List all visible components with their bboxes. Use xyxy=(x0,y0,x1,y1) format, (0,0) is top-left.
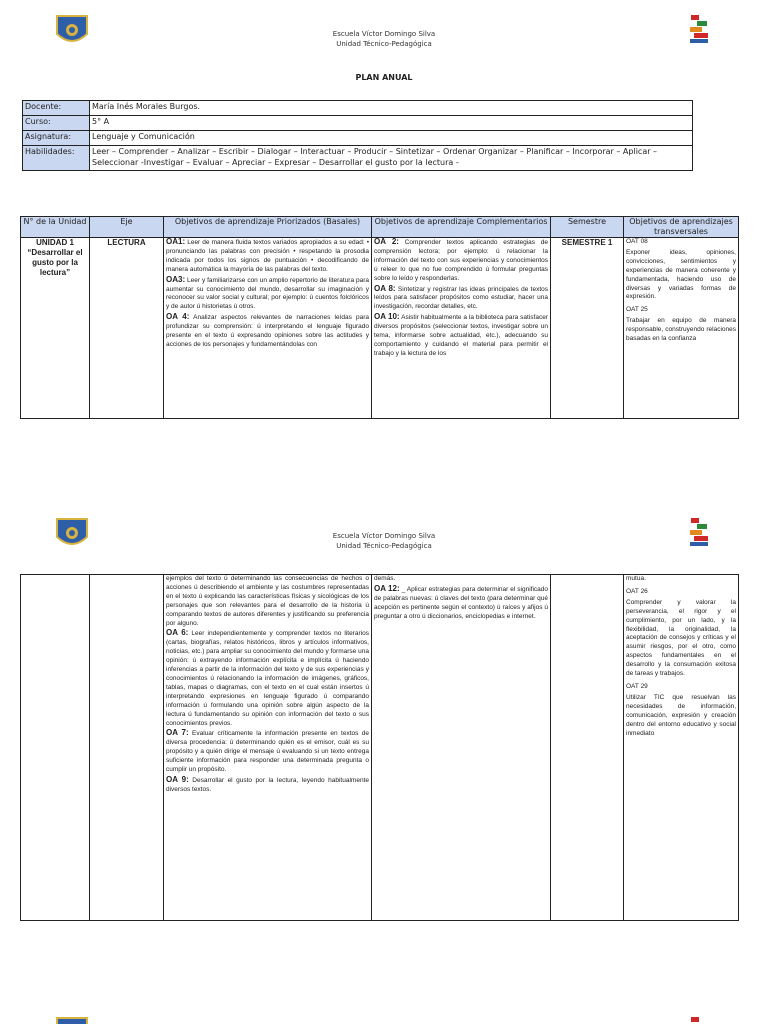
oa-item xyxy=(166,629,369,728)
header-eje: Eje xyxy=(90,217,164,238)
asignatura-label: Asignatura: xyxy=(23,131,90,146)
transversales-cell xyxy=(624,575,739,921)
table-row xyxy=(21,575,739,921)
oa-text: Evaluar críticamente la información presente en textos de diversa procedencia: ú determinando quién es el emisor, cuál es su propósito y a quién dirige el mensaje ú evaluando si un texto entrega suficiente información para responder una determinada pregunta o cumplir un propósito. xyxy=(166,730,369,774)
plan-title: PLAN ANUAL xyxy=(355,73,413,82)
oa-text: Leer de manera fluida textos variados apropiados a su edad: • pronunciando las palabras con precisión • respetando la prosodia indicada por todos los signos de puntuación • decodificando de manera automática la mayoría de las palabras del texto. xyxy=(166,239,369,273)
header-basales: Objetivos de aprendizaje Priorizados (Basales) xyxy=(164,217,372,238)
habilidades-label: Habilidades: xyxy=(23,146,90,171)
oa-text: Comprender textos aplicando estrategias de comprensión lectora; por ejemplo: ú relacionar la información del texto con sus experiencias y conocimientos ú releer lo que no fue comprendido ú formular preguntas sobre lo leído y responderlas. xyxy=(374,239,548,282)
oa-code: OA 6: xyxy=(166,628,189,638)
educacion-logo xyxy=(688,517,710,549)
oa-text: Sintetizar y registrar las ideas principales de textos leídos para satisfacer propósitos como estudiar, hacer una investigación, recordar detalles, etc. xyxy=(374,285,548,311)
oa-text: Analizar aspectos relevantes de narraciones leídas para profundizar su comprensión: ú interpretando el lenguaje figurado presente en el texto ú expresando opiniones sobre las actitudes y acciones de los personajes y fundamentándolas con xyxy=(166,314,369,348)
header-semestre: Semestre xyxy=(551,217,624,238)
oa-code: OA3: xyxy=(166,274,186,284)
oat-code: OAT 25 xyxy=(626,306,648,314)
oa-code: OA1: xyxy=(166,238,186,246)
curso-label: Curso: xyxy=(23,116,90,131)
basales-cell xyxy=(164,575,372,921)
docente-label: Docente: xyxy=(23,101,90,116)
oa-code: OA 9: xyxy=(166,774,189,784)
school-name: Escuela Víctor Domingo Silva xyxy=(332,532,436,540)
oa-code: OA 8: xyxy=(374,283,396,293)
oa-text: Leer independientemente y comprender textos no literarios (cartas, biografías, relatos históricos, libros y artículos informativos, noticias, etc.) para ampliar su conocimiento del mundo y formarse una opinión: ú extrayendo información explícita e implícita ú haciendo inferencias a partir de la información del texto y de sus experiencias y conocimientos ú relacionando la información de imágenes, gráficos, tablas, mapas o diagramas, con el texto en el cual están insertos ú interpretando expresiones en lenguaje figurado ú comparando información ú formulando una opinión sobre algún aspecto de la lectura ú fundamentando su opinión con información del texto o sus conocimientos previos. xyxy=(166,630,369,727)
oat-text: Trabajar en equipo de manera responsable, construyendo relaciones basadas en la confianza xyxy=(626,317,736,343)
eje-cell xyxy=(90,575,164,921)
unit-cell: UNIDAD 1 “Desarrollar el gusto por la lectura” xyxy=(21,238,90,419)
semestre-cell: SEMESTRE 1 xyxy=(551,238,624,419)
oa-text: Asistir habitualmente a la biblioteca para satisfacer diversos propósitos (seleccionar textos, investigar sobre un tema, informarse sobre actualidad, etc.), adecuando su comportamiento y cuidando el material para permitir el trabajo y la lectura de los xyxy=(374,314,548,357)
header-unidad: N° de la Unidad xyxy=(21,217,90,238)
oa-item xyxy=(166,729,369,775)
oa-text: _ Aplicar estrategias para determinar el significado de palabras nuevas: ú claves del texto (para determinar qué acepción es pertinente según el contexto) ú raíces y afijos ú preguntar a otro ú diccionarios, enciclopedias e internet. xyxy=(374,585,548,620)
header-complementarios: Objetivos de aprendizaje Complementarios xyxy=(372,217,551,238)
docente-value: María Inés Morales Burgos. xyxy=(90,101,693,116)
eje-cell: LECTURA xyxy=(90,238,164,419)
educacion-logo xyxy=(688,1016,710,1024)
school-header xyxy=(0,531,768,551)
oat-code: OAT 26 xyxy=(626,587,648,595)
habilidades-value: Leer – Comprender – Analizar – Escribir – Dialogar – Interactuar – Producir – Sintetizar – Ordenar Organizar – Planificar – Incorporar – Aplicar – Seleccionar -Investigar – Evaluar – Apreciar – Expresar – Desarrollar el gusto por la lectura - xyxy=(90,146,693,171)
unit-cell xyxy=(21,575,90,921)
oa-text: Desarrollar el gusto por la lectura, leyendo habitualmente diversos textos. xyxy=(166,776,369,793)
plan-table-page2 xyxy=(20,574,739,921)
oa-code: OA 4: xyxy=(166,312,190,322)
oat-code: OAT 29 xyxy=(626,682,648,690)
oa-code: OA 7: xyxy=(166,728,189,738)
oat-text: Exponer ideas, opiniones, convicciones, sentimientos y experiencias de manera coherente y fundamentada, haciendo uso de diversas y variadas formas de expresión. xyxy=(626,248,736,301)
oa-code: OA 12: xyxy=(374,583,400,593)
oat-text: Utilizar TIC que resuelvan las necesidades de información, comunicación, expresión y creación dentro del entorno educativo y social inmediato xyxy=(626,693,736,737)
oat-text: Comprender y valorar la perseverancia, el rigor y el cumplimiento, por un lado, y la flexibilidad, la originalidad, la aceptación de consejos y críticas y el asumir riesgos, por el otro, como aspectos fundamentales en el desarrollo y la consumación exitosa de tareas y trabajos. xyxy=(626,598,736,678)
oa-code: OA 10: xyxy=(374,312,400,322)
semestre-cell xyxy=(551,575,624,921)
oat-continuation: mutua. xyxy=(626,575,646,582)
asignatura-value: Lenguaje y Comunicación xyxy=(90,131,693,146)
oa-item xyxy=(166,776,369,795)
school-name: Escuela Víctor Domingo Silva xyxy=(332,30,436,38)
department-name: Unidad Técnico-Pedagógica xyxy=(336,542,432,550)
oa-code: OA 2: xyxy=(374,238,399,246)
department-name: Unidad Técnico-Pedagógica xyxy=(336,40,432,48)
oa-text: Leer y familiarizarse con un amplio repertorio de literatura para aumentar su conocimiento del mundo, desarrollar su imaginación y reconocer su valor social y cultural; por ejemplo: ú cuentos folclóricos y de autor ú historietas ú otros. xyxy=(166,276,369,311)
oa-continuation: demás. xyxy=(374,575,396,582)
oat-code: OAT 08 xyxy=(626,238,648,245)
oa-item xyxy=(374,585,548,622)
curso-value: 5° A xyxy=(90,116,693,131)
oa-continuation: ejemplos del texto ú determinando las consecuencias de hechos o acciones ú describiendo el ambiente y las costumbres representadas en el texto ú explicando las características físicas y sicológicas de los personajes que son relevantes para el desarrollo de la historia ú comparando textos de autores diferentes y justificando su preferencia por alguno. xyxy=(166,575,369,627)
complementarios-cell xyxy=(372,575,551,921)
header-transversales: Objetivos de aprendizajes transversales xyxy=(624,217,739,238)
school-crest-logo xyxy=(55,1016,89,1024)
basales-list xyxy=(166,575,369,917)
